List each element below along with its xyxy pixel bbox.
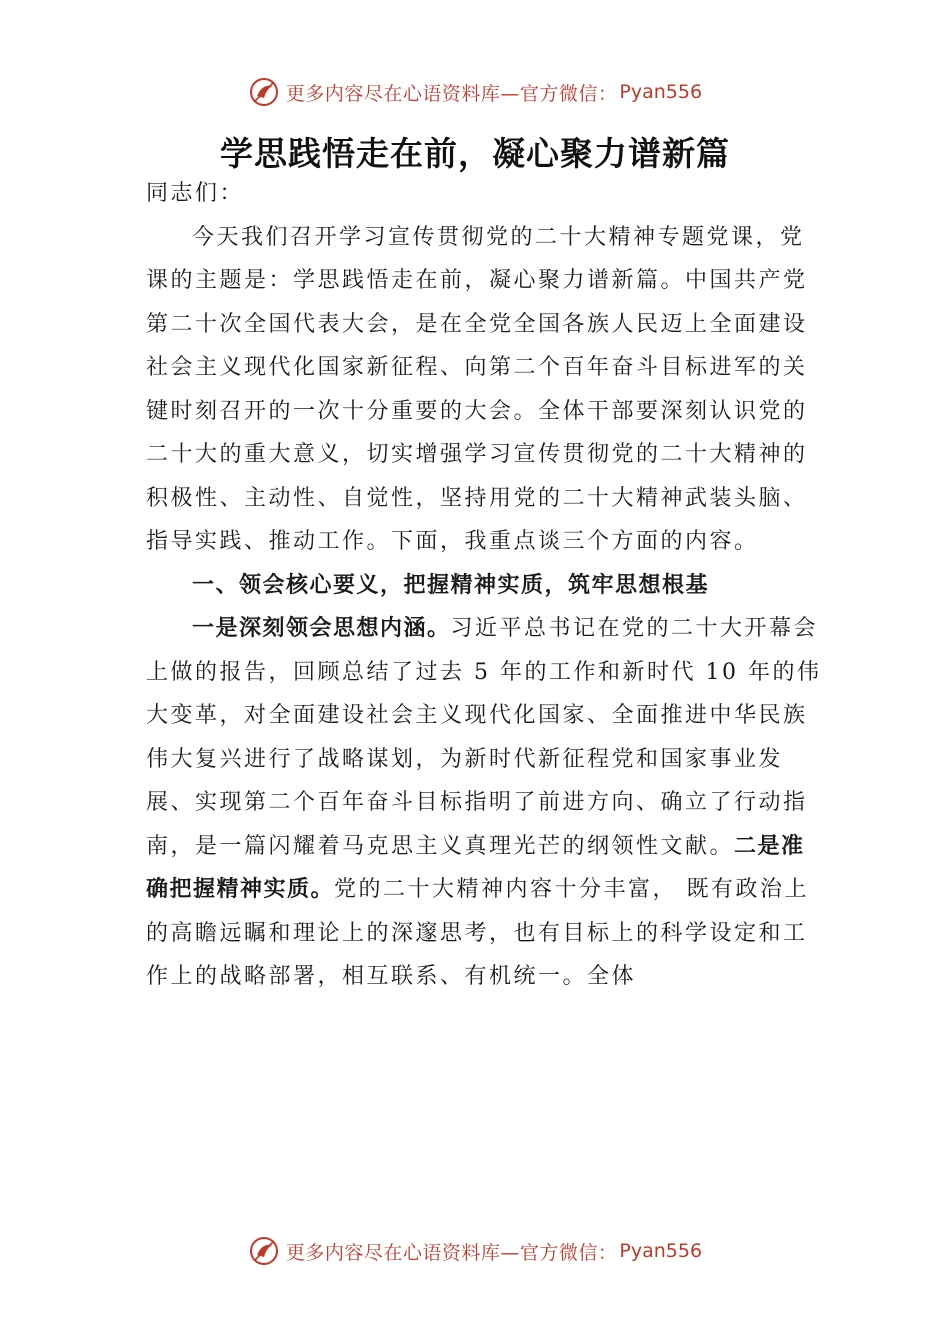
watermark-footer [0, 1235, 950, 1267]
point-2-lead: 二是准确把握精神实质。 [146, 833, 805, 902]
brand-logo-icon [248, 76, 280, 108]
section-heading-1: 一、领会核心要义，把握精神实质，筑牢思想根基 [192, 572, 710, 598]
body-paragraph-1 [146, 607, 826, 999]
watermark-account: Pyan556 [619, 1240, 703, 1262]
point-2-body: 党的二十大精神内容十分丰富， 既有政治上的高瞻远瞩和理论上的深邃思考，也有目标上的科学设定和工作上的战略部署，相互联系、有机统一。全体 [146, 877, 810, 989]
watermark-account: Pyan556 [619, 81, 703, 103]
document-body [146, 172, 826, 999]
salutation: 同志们： [146, 181, 245, 206]
watermark-text: 更多内容尽在心语资料库—官方微信： [285, 1241, 618, 1264]
document-title: 学思践悟走在前，凝心聚力谱新篇 [220, 134, 730, 173]
point-1-body: 习近平总书记在党的二十大开幕会上做的报告，回顾总结了过去 5 年的工作和新时代 10 年的伟大变革，对全面建设社会主义现代化国家、全面推进中华民族伟大复兴进行了战略谋划，为新时代新征程党和国家事业发展、实现第二个百年奋斗目标指明了前进方向、确立了行动指南，是一篇闪耀着马克思主义真理光芒的纲领性文献。 [146, 616, 822, 859]
intro-paragraph: 今天我们召开学习宣传贯彻党的二十大精神专题党课，党课的主题是：学思践悟走在前，凝心聚力谱新篇。中国共产党第二十次全国代表大会，是在全党全国各族人民迈上全面建设社会主义现代化国家新征程、向第二个百年奋斗目标进军的关键时刻召开的一次十分重要的大会。全体干部要深刻认识党的二十大的重大意义，切实增强学习宣传贯彻党的二十大精神的积极性、主动性、自觉性，坚持用党的二十大精神武装头脑、指导实践、推动工作。下面，我重点谈三个方面的内容。 [146, 224, 808, 554]
watermark-header [0, 76, 950, 108]
watermark-text: 更多内容尽在心语资料库—官方微信： [285, 82, 618, 105]
point-1-lead: 一是深刻领会思想内涵。 [192, 616, 451, 641]
brand-logo-icon [248, 1235, 280, 1267]
